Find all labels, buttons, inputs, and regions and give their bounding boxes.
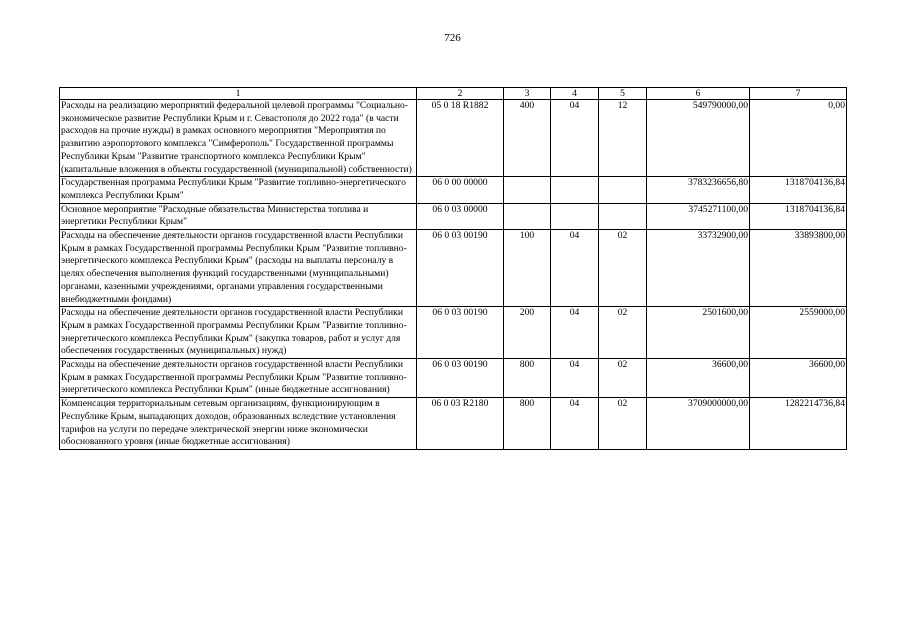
column-header: 6 xyxy=(647,88,750,100)
column-header: 2 xyxy=(417,88,504,100)
row-amount-6: 33732900,00 xyxy=(647,230,750,307)
row-description: Компенсация территориальным сетевым организациям, функционирующим в Республике Крым, выпадающих доходов, образованных вследствие установления тарифов на услуги по передаче электрической энергии ниже экономически обоснованного уровня (иные бюджетные ассигнования) xyxy=(60,398,417,450)
row-col4 xyxy=(551,203,599,229)
row-description: Расходы на реализацию мероприятий федеральной целевой программы "Социально-экономическое развитие Республики Крым и г. Севастополя до 2022 года" (в части расходов на прочие нужды) в рамках основного мероприятия "Мероприятия по развитию аэропортового комплекса "Симферополь" Государственной программы Республики Крым "Развитие транспортного комплекса Республики Крым" (капитальные вложения в объекты государственной (муниципальной) собственности) xyxy=(60,100,417,177)
table-row xyxy=(60,100,847,177)
row-col5: 02 xyxy=(599,359,647,398)
table-row xyxy=(60,359,847,398)
row-col5 xyxy=(599,177,647,203)
row-col4: 04 xyxy=(551,230,599,307)
row-col4: 04 xyxy=(551,100,599,177)
page-number: 726 xyxy=(444,32,461,44)
row-col5: 02 xyxy=(599,398,647,450)
row-col3: 400 xyxy=(504,100,551,177)
budget-table xyxy=(59,87,847,450)
column-header: 7 xyxy=(750,88,847,100)
row-amount-7: 1318704136,84 xyxy=(750,177,847,203)
row-col4: 04 xyxy=(551,398,599,450)
table-row xyxy=(60,307,847,359)
row-col3: 800 xyxy=(504,398,551,450)
row-amount-6: 36600,00 xyxy=(647,359,750,398)
row-col4: 04 xyxy=(551,307,599,359)
row-description: Государственная программа Республики Крым "Развитие топливно-энергетического комплекса Республики Крым" xyxy=(60,177,417,203)
table-header-row xyxy=(60,88,847,100)
row-amount-6: 2501600,00 xyxy=(647,307,750,359)
column-header: 5 xyxy=(599,88,647,100)
row-col5: 02 xyxy=(599,230,647,307)
row-amount-6: 549790000,00 xyxy=(647,100,750,177)
row-amount-7: 0,00 xyxy=(750,100,847,177)
row-code: 06 0 03 R2180 xyxy=(417,398,504,450)
row-col4 xyxy=(551,177,599,203)
row-col4: 04 xyxy=(551,359,599,398)
column-header: 4 xyxy=(551,88,599,100)
row-amount-6: 3783236656,80 xyxy=(647,177,750,203)
column-header: 3 xyxy=(504,88,551,100)
row-code: 05 0 18 R1882 xyxy=(417,100,504,177)
row-col5 xyxy=(599,203,647,229)
row-amount-7: 2559000,00 xyxy=(750,307,847,359)
table-row xyxy=(60,203,847,229)
row-code: 06 0 03 00190 xyxy=(417,359,504,398)
row-code: 06 0 00 00000 xyxy=(417,177,504,203)
row-description: Основное мероприятие "Расходные обязательства Министерства топлива и энергетики Республики Крым" xyxy=(60,203,417,229)
row-code: 06 0 03 00190 xyxy=(417,230,504,307)
row-amount-6: 3745271100,00 xyxy=(647,203,750,229)
row-amount-7: 33893800,00 xyxy=(750,230,847,307)
table-row xyxy=(60,177,847,203)
column-header: 1 xyxy=(60,88,417,100)
row-col3 xyxy=(504,177,551,203)
row-amount-7: 1318704136,84 xyxy=(750,203,847,229)
row-col3 xyxy=(504,203,551,229)
row-col5: 02 xyxy=(599,307,647,359)
row-description: Расходы на обеспечение деятельности органов государственной власти Республики Крым в рамках Государственной программы Республики Крым "Развитие топливно-энергетического комплекса Республики Крым" (расходы на выплаты персоналу в целях обеспечения выполнения функций государственными (муниципальными) органами, казенными учреждениями, органами управления государственными внебюджетными фондами) xyxy=(60,230,417,307)
row-amount-7: 36600,00 xyxy=(750,359,847,398)
row-col5: 12 xyxy=(599,100,647,177)
row-description: Расходы на обеспечение деятельности органов государственной власти Республики Крым в рамках Государственной программы Республики Крым "Развитие топливно-энергетического комплекса Республики Крым" (закупка товаров, работ и услуг для обеспечения государственных (муниципальных) нужд) xyxy=(60,307,417,359)
row-description: Расходы на обеспечение деятельности органов государственной власти Республики Крым в рамках Государственной программы Республики Крым "Развитие топливно-энергетического комплекса Республики Крым" (иные бюджетные ассигнования) xyxy=(60,359,417,398)
row-col3: 200 xyxy=(504,307,551,359)
row-col3: 100 xyxy=(504,230,551,307)
table-row xyxy=(60,398,847,450)
row-col3: 800 xyxy=(504,359,551,398)
row-code: 06 0 03 00000 xyxy=(417,203,504,229)
table-row xyxy=(60,230,847,307)
row-amount-7: 1282214736,84 xyxy=(750,398,847,450)
row-code: 06 0 03 00190 xyxy=(417,307,504,359)
row-amount-6: 3709000000,00 xyxy=(647,398,750,450)
